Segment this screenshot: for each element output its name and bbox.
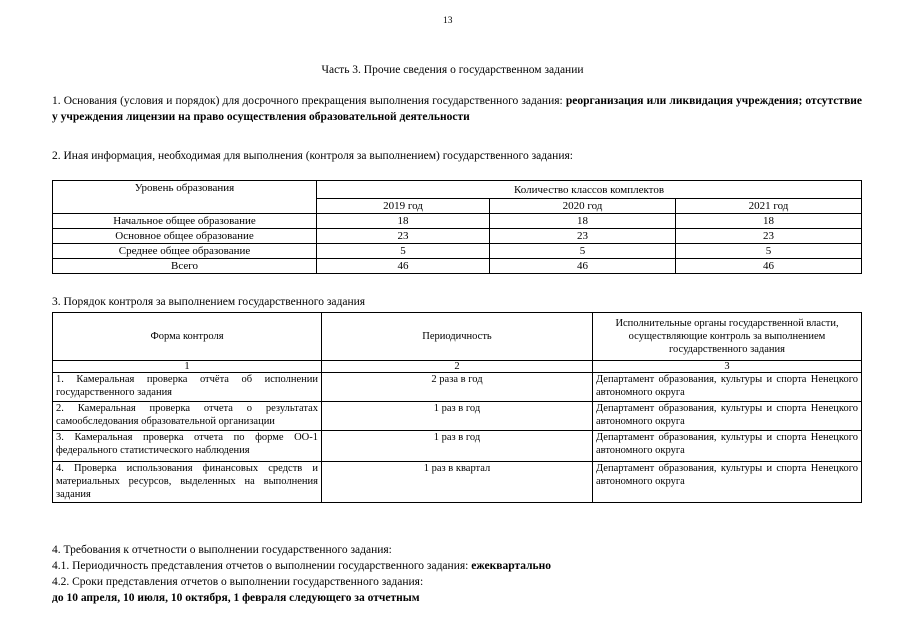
table-row [53, 462, 862, 503]
section-1-bold: реорганизация или ликвидация учреждения; отсутствие у учреждения лицензии на право осуществления образовательной деятельности [52, 95, 863, 123]
form-header: Форма контроля [53, 313, 322, 361]
value-cell: 46 [490, 259, 676, 274]
value-cell: 5 [490, 244, 676, 259]
section-4-2: 4.2. Сроки представления отчетов о выполнении государственного задания: [52, 576, 424, 588]
period-cell: 1 раз в год [322, 402, 593, 431]
form-cell: 2. Камеральная проверка отчета о результатах самообследования образовательной организации [53, 402, 322, 431]
value-cell: 23 [317, 229, 490, 244]
section-1-paragraph [52, 93, 862, 125]
control-table [52, 312, 862, 503]
table-row [53, 402, 862, 431]
section-4-heading: 4. Требования к отчетности о выполнении государственного задания: [52, 544, 392, 556]
value-cell: 5 [676, 244, 862, 259]
table-row [53, 229, 862, 244]
section-4-2-deadlines: до 10 апреля, 10 июля, 10 октября, 1 февраля следующего за отчетным [52, 592, 420, 604]
org-header: Исполнительные органы государственной власти, осуществляющие контроль за выполнением государственного задания [593, 313, 862, 361]
table-row [53, 259, 862, 274]
value-cell: 46 [317, 259, 490, 274]
org-cell: Департамент образования, культуры и спорта Ненецкого автономного округа [593, 373, 862, 402]
value-cell: 18 [676, 214, 862, 229]
page-number: 13 [443, 16, 453, 26]
column-number: 1 [53, 361, 322, 373]
section-2-heading: 2. Иная информация, необходимая для выполнения (контроля за выполнением) государственного задания: [52, 150, 573, 162]
value-cell: 23 [676, 229, 862, 244]
classes-table [52, 180, 862, 274]
value-cell: 18 [317, 214, 490, 229]
period-cell: 1 раз в год [322, 431, 593, 462]
table-row [53, 373, 862, 402]
section-4-1-bold: ежеквартально [471, 560, 551, 572]
column-number: 3 [593, 361, 862, 373]
year-header: 2021 год [676, 199, 862, 214]
table-row [53, 431, 862, 462]
period-cell: 2 раза в год [322, 373, 593, 402]
value-cell: 46 [676, 259, 862, 274]
value-cell: 23 [490, 229, 676, 244]
period-header: Периодичность [322, 313, 593, 361]
year-header: 2020 год [490, 199, 676, 214]
org-cell: Департамент образования, культуры и спорта Ненецкого автономного округа [593, 462, 862, 503]
section-3-heading: 3. Порядок контроля за выполнением государственного задания [52, 296, 366, 308]
level-cell: Основное общее образование [53, 229, 317, 244]
level-cell: Среднее общее образование [53, 244, 317, 259]
period-cell: 1 раз в квартал [322, 462, 593, 503]
part-title: Часть 3. Прочие сведения о государственном задании [321, 64, 584, 76]
year-header: 2019 год [317, 199, 490, 214]
table-row [53, 244, 862, 259]
col-level-header: Уровень образования [53, 181, 317, 214]
col-count-header: Количество классов комплектов [317, 181, 862, 199]
level-cell: Начальное общее образование [53, 214, 317, 229]
section-1-text: 1. Основания (условия и порядок) для досрочного прекращения выполнения государственного задания: [52, 95, 566, 107]
value-cell: 5 [317, 244, 490, 259]
section-4-1 [52, 558, 862, 574]
table-row [53, 214, 862, 229]
form-cell: 3. Камеральная проверка отчета по форме ОО-1 федерального статистического наблюдения [53, 431, 322, 462]
value-cell: 18 [490, 214, 676, 229]
column-number: 2 [322, 361, 593, 373]
level-cell: Всего [53, 259, 317, 274]
org-cell: Департамент образования, культуры и спорта Ненецкого автономного округа [593, 431, 862, 462]
section-4-1-text: 4.1. Периодичность представления отчетов о выполнении государственного задания: [52, 560, 472, 572]
form-cell: 1. Камеральная проверка отчёта об исполнении государственного задания [53, 373, 322, 402]
form-cell: 4. Проверка использования финансовых средств и материальных ресурсов, выделенных на выполнения задания [53, 462, 322, 503]
org-cell: Департамент образования, культуры и спорта Ненецкого автономного округа [593, 402, 862, 431]
